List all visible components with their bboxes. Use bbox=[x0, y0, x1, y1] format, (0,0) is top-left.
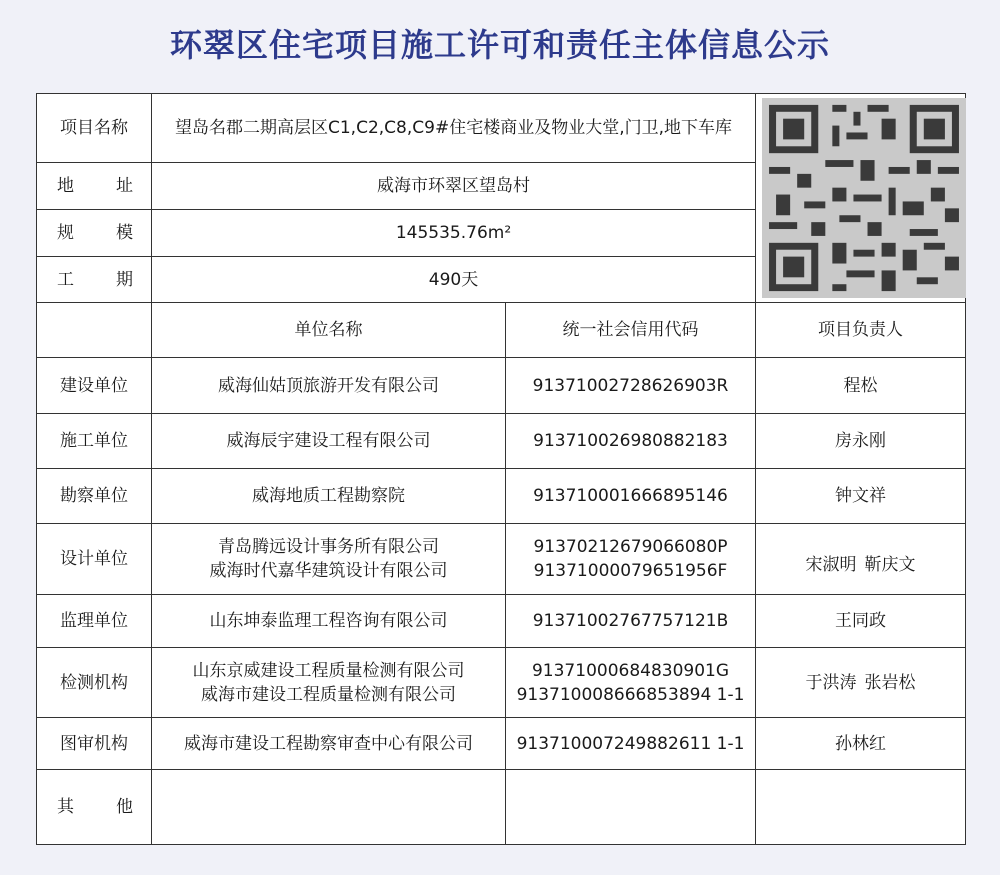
manager-name: 王同政 bbox=[756, 595, 966, 648]
scale-label: 规 模 bbox=[37, 210, 152, 257]
header-credit-code: 统一社会信用代码 bbox=[506, 303, 756, 358]
credit-code-line: 91371000684830901G bbox=[531, 660, 730, 681]
notice-table bbox=[36, 93, 966, 845]
manager-name-item: 张岩松 bbox=[864, 672, 916, 693]
other-label: 其 他 bbox=[37, 770, 152, 845]
manager-name bbox=[756, 648, 966, 718]
table-row bbox=[37, 718, 966, 770]
credit-code: 913710007249882611 1-1 bbox=[506, 718, 756, 770]
unit-name-line: 威海时代嘉华建筑设计有限公司 bbox=[209, 561, 448, 581]
credit-code: 913710026980882183 bbox=[506, 414, 756, 469]
table-row bbox=[37, 595, 966, 648]
manager-name: 孙林红 bbox=[756, 718, 966, 770]
unit-name: 威海地质工程勘察院 bbox=[152, 469, 506, 524]
credit-code bbox=[506, 648, 756, 718]
unit-name: 威海市建设工程勘察审查中心有限公司 bbox=[152, 718, 506, 770]
unit-name-line: 青岛腾远设计事务所有限公司 bbox=[218, 537, 439, 557]
project-name-row bbox=[37, 94, 966, 163]
address-value: 威海市环翠区望岛村 bbox=[152, 163, 756, 210]
other-row bbox=[37, 770, 966, 845]
credit-code-line: 913710008666853894 1-1 bbox=[516, 684, 745, 705]
role-label: 施工单位 bbox=[37, 414, 152, 469]
role-label: 检测机构 bbox=[37, 648, 152, 718]
unit-name: 威海仙姑顶旅游开发有限公司 bbox=[152, 358, 506, 414]
manager-name-item: 于洪涛 bbox=[805, 672, 857, 693]
manager-name bbox=[756, 524, 966, 595]
role-label: 勘察单位 bbox=[37, 469, 152, 524]
qr-code-icon bbox=[762, 98, 966, 298]
period-value: 490天 bbox=[152, 257, 756, 303]
unit-name-line: 山东京威建设工程质量检测有限公司 bbox=[192, 660, 465, 681]
credit-code: 913710001666895146 bbox=[506, 469, 756, 524]
period-label: 工 期 bbox=[37, 257, 152, 303]
address-label: 地 址 bbox=[37, 163, 152, 210]
credit-code-line: 91370212679066080P bbox=[533, 537, 728, 557]
role-label: 建设单位 bbox=[37, 358, 152, 414]
scale-value: 145535.76m² bbox=[152, 210, 756, 257]
role-label: 监理单位 bbox=[37, 595, 152, 648]
manager-name: 房永刚 bbox=[756, 414, 966, 469]
unit-name: 威海辰宇建设工程有限公司 bbox=[152, 414, 506, 469]
manager-name: 钟文祥 bbox=[756, 469, 966, 524]
other-manager bbox=[756, 770, 966, 845]
table-row bbox=[37, 648, 966, 718]
table-row bbox=[37, 469, 966, 524]
table-row bbox=[37, 358, 966, 414]
credit-code: 91371002728626903R bbox=[506, 358, 756, 414]
role-label: 设计单位 bbox=[37, 524, 152, 595]
role-label: 图审机构 bbox=[37, 718, 152, 770]
project-name-label: 项目名称 bbox=[37, 94, 152, 163]
qr-code-cell bbox=[756, 94, 966, 303]
project-name-value: 望岛名郡二期高层区C1,C2,C8,C9#住宅楼商业及物业大堂,门卫,地下车库 bbox=[152, 94, 756, 163]
credit-code: 91371002767757121B bbox=[506, 595, 756, 648]
unit-name bbox=[152, 524, 506, 595]
other-unit bbox=[152, 770, 506, 845]
unit-name: 山东坤泰监理工程咨询有限公司 bbox=[152, 595, 506, 648]
credit-code-line: 91371000079651956F bbox=[533, 561, 728, 581]
header-manager: 项目负责人 bbox=[756, 303, 966, 358]
header-empty bbox=[37, 303, 152, 358]
header-row bbox=[37, 303, 966, 358]
manager-name-item: 宋淑明 bbox=[805, 555, 857, 575]
manager-name: 程松 bbox=[756, 358, 966, 414]
other-code bbox=[506, 770, 756, 845]
header-unit-name: 单位名称 bbox=[152, 303, 506, 358]
credit-code bbox=[506, 524, 756, 595]
unit-name-line: 威海市建设工程质量检测有限公司 bbox=[201, 684, 456, 705]
unit-name bbox=[152, 648, 506, 718]
manager-name-item: 靳庆文 bbox=[864, 555, 916, 575]
table-row bbox=[37, 414, 966, 469]
table-row bbox=[37, 524, 966, 595]
page-title: 环翠区住宅项目施工许可和责任主体信息公示 bbox=[169, 26, 830, 64]
